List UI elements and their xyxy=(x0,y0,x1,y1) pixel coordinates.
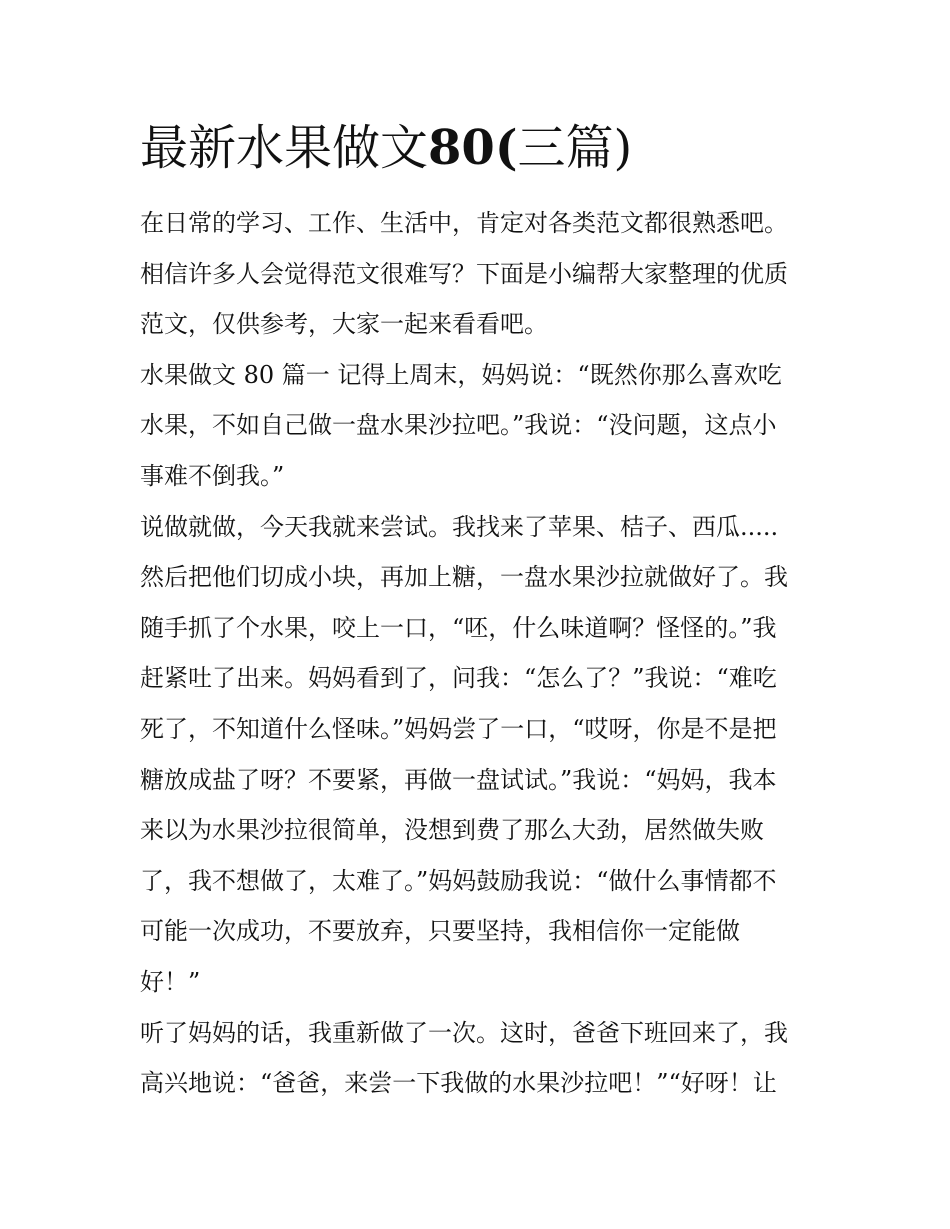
body-line: 高兴地说：“爸爸，来尝一下我做的水果沙拉吧！”“好呀！让 xyxy=(140,1069,777,1098)
body-line: 然后把他们切成小块，再加上糖，一盘水果沙拉就做好了。我 xyxy=(140,563,788,592)
body-line: 水果做文 80 篇一 记得上周末，妈妈说：“既然你那么喜欢吃 xyxy=(140,360,782,389)
body-line: 事难不倒我。” xyxy=(140,461,285,490)
body-line: 赶紧吐了出来。妈妈看到了，问我：“怎么了？”我说：“难吃 xyxy=(140,664,777,693)
body-line: 说做就做，今天我就来尝试。我找来了苹果、桔子、西瓜..... xyxy=(140,512,779,541)
body-line: 水果，不如自己做一盘水果沙拉吧。”我说：“没问题，这点小 xyxy=(140,411,777,440)
body-line: 听了妈妈的话，我重新做了一次。这时，爸爸下班回来了，我 xyxy=(140,1018,788,1047)
document-body xyxy=(140,198,820,1109)
body-line: 在日常的学习、工作、生活中，肯定对各类范文都很熟悉吧。 xyxy=(140,209,788,237)
body-line: 好！” xyxy=(140,967,201,996)
body-line: 死了，不知道什么怪味。”妈妈尝了一口，“哎呀，你是不是把 xyxy=(140,714,777,743)
body-line: 糖放成盐了呀？不要紧，再做一盘试试。”我说：“妈妈，我本 xyxy=(140,765,777,794)
body-line: 相信许多人会觉得范文很难写？下面是小编帮大家整理的优质 xyxy=(140,259,788,288)
body-line: 范文，仅供参考，大家一起来看看吧。 xyxy=(140,310,548,339)
title-tail: 三篇) xyxy=(517,120,633,176)
body-line: 来以为水果沙拉很简单，没想到费了那么大劲，居然做失败 xyxy=(140,816,764,845)
body-line: 了，我不想做了，太难了。”妈妈鼓励我说：“做什么事情都不 xyxy=(140,866,777,895)
document-title xyxy=(140,118,632,178)
body-line: 随手抓了个水果，咬上一口，“呸，什么味道啊？怪怪的。”我 xyxy=(140,613,777,642)
title-number: 80( xyxy=(428,120,518,176)
body-line: 可能一次成功，不要放弃，只要坚持，我相信你一定能做 xyxy=(140,917,740,946)
title-main: 最新水果做文 xyxy=(140,120,429,176)
